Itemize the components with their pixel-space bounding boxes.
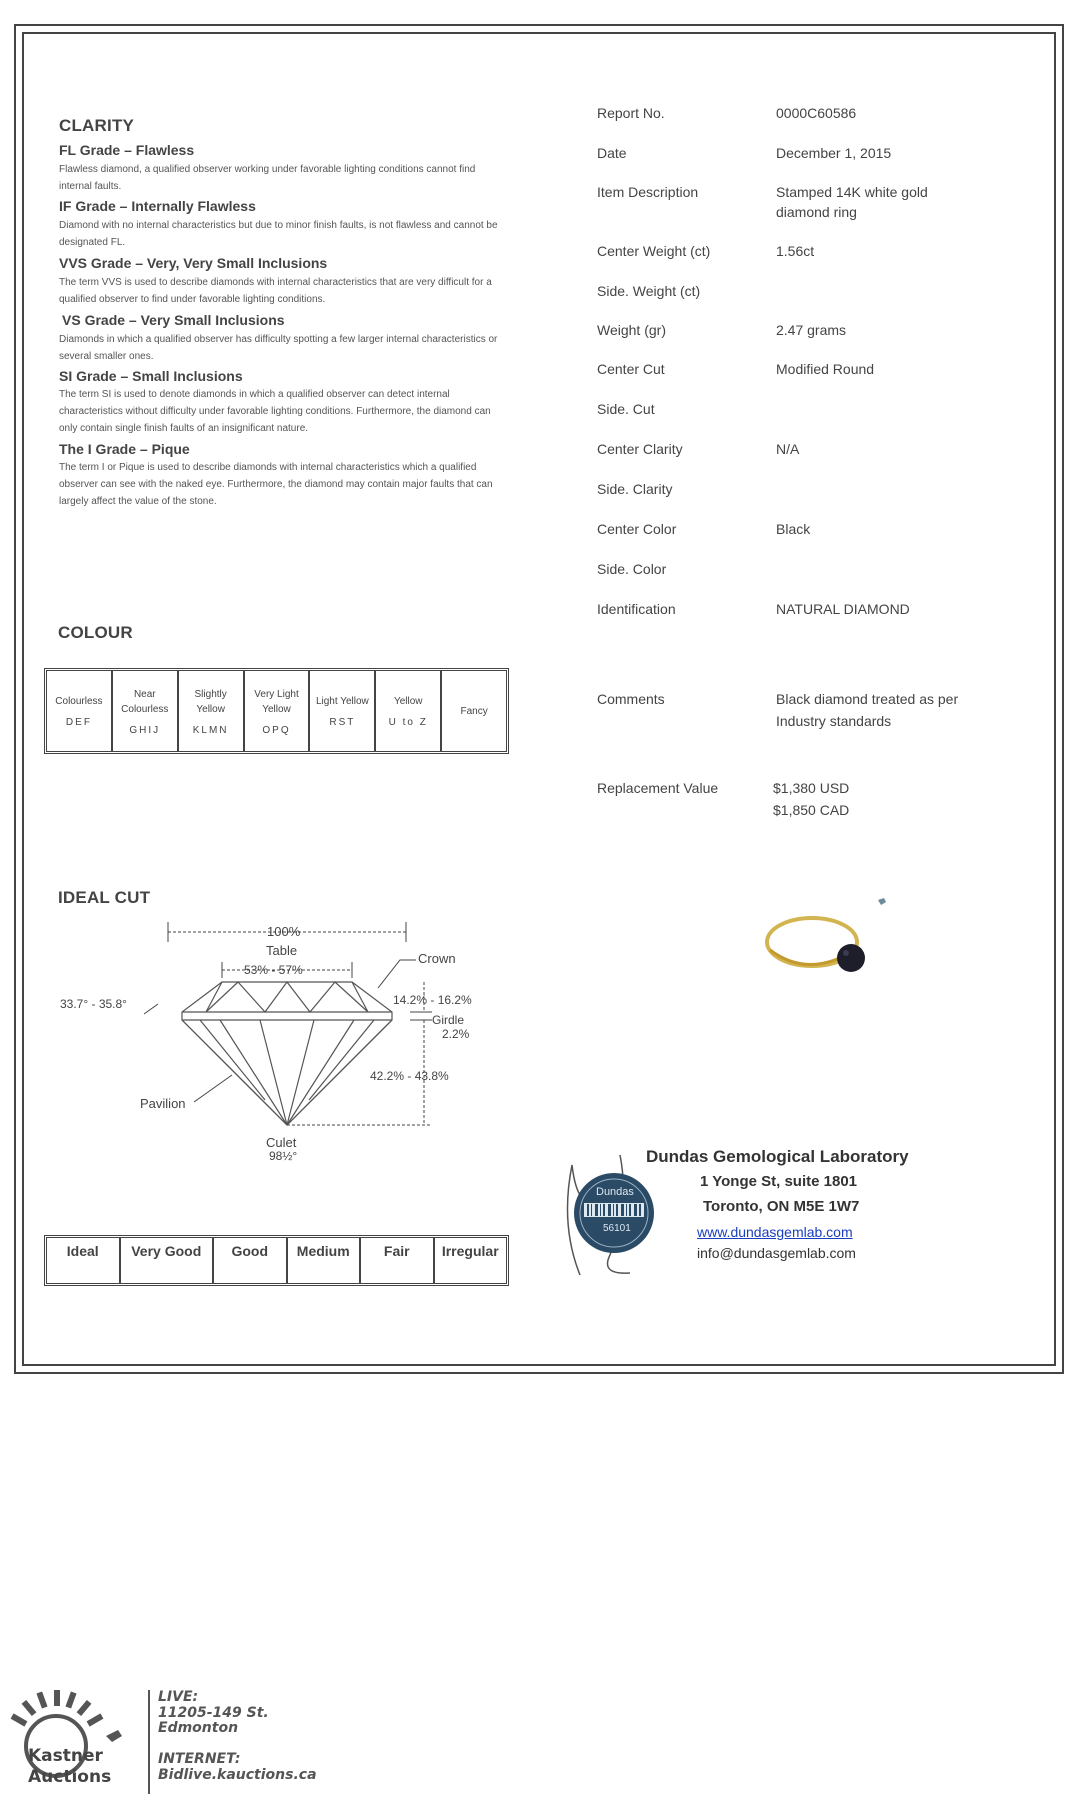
logo-text-top: Kastner bbox=[28, 1746, 103, 1766]
width-pct-label: 100% bbox=[267, 924, 301, 939]
colour-cell-label: Light Yellow bbox=[315, 696, 369, 707]
girdle-value: 2.2% bbox=[442, 1027, 470, 1041]
date-value: December 1, 2015 bbox=[776, 145, 892, 161]
live-address-line2: Edmonton bbox=[158, 1720, 239, 1736]
culet-value: 98½° bbox=[269, 1149, 298, 1163]
date-label: Date bbox=[597, 145, 627, 161]
colour-heading: COLOUR bbox=[58, 623, 133, 642]
crown-height-label: 14.2% - 16.2% bbox=[393, 993, 472, 1007]
diamond-outline bbox=[182, 982, 392, 1125]
colour-cell-slightly-yellow bbox=[179, 671, 245, 751]
replacement-cad-value: $1,850 CAD bbox=[773, 802, 850, 818]
crown-angle-label: 33.7° - 35.8° bbox=[60, 997, 127, 1011]
weight-value: 2.47 grams bbox=[776, 322, 847, 338]
clarity-grade-desc: Flawless diamond, a qualified observer working under favorable lighting conditions cannot find internal faults. bbox=[59, 164, 476, 192]
cut-grade-very-good: Very Good bbox=[121, 1238, 215, 1283]
colour-cell-near-colourless bbox=[113, 671, 179, 751]
cut-grade-fair: Fair bbox=[361, 1238, 435, 1283]
clarity-grade-desc: The term SI is used to denote diamonds in which a qualified observer can detect internal characteristics without difficulty under favorable lighting conditions. Furthermore, the diamond can only contain single finish faults of an insignificant nature. bbox=[59, 389, 491, 434]
comments-label: Comments bbox=[597, 691, 665, 707]
cut-grade-ideal: Ideal bbox=[47, 1238, 121, 1283]
side-clarity-label: Side. Clarity bbox=[597, 481, 673, 497]
internet-url[interactable]: Bidlive.kauctions.ca bbox=[158, 1767, 317, 1783]
crown-angle-marker bbox=[144, 1004, 158, 1014]
colour-cell-label: Fancy bbox=[460, 705, 488, 717]
logo-sunburst bbox=[11, 1690, 104, 1727]
colour-cell-fancy bbox=[442, 671, 506, 751]
center-color-label: Center Color bbox=[597, 521, 677, 537]
diamond-proportions-diagram bbox=[60, 910, 510, 1170]
center-cut-value: Modified Round bbox=[776, 361, 875, 377]
colour-cell-light-yellow bbox=[310, 671, 376, 751]
comments-value: Black diamond treated as per Industry standards bbox=[776, 691, 959, 729]
colour-cell-label: Colourless bbox=[55, 696, 103, 707]
side-cut-label: Side. Cut bbox=[597, 401, 655, 417]
clarity-grade-desc: The term I or Pique is used to describe diamonds with internal characteristics which a qualified observer can see with the naked eye. Furthermore, the diamond may contain major faults that can largely affect the value of the stone. bbox=[59, 462, 493, 507]
pavilion-label: Pavilion bbox=[140, 1096, 186, 1111]
clarity-heading: CLARITY bbox=[59, 116, 135, 135]
item-description-value: Stamped 14K white gold diamond ring bbox=[776, 184, 928, 220]
seal-barcode bbox=[584, 1203, 644, 1217]
colour-cell-code: OPQ bbox=[262, 724, 291, 736]
clarity-grade-title: SI Grade – Small Inclusions bbox=[59, 368, 243, 384]
logo-text-bottom: Auctions bbox=[28, 1767, 112, 1787]
lab-website-link[interactable]: www.dundasgemlab.com bbox=[697, 1224, 853, 1240]
colour-cell-label: Near Colourless bbox=[121, 688, 169, 715]
live-label: LIVE: bbox=[158, 1689, 199, 1705]
girdle-label: Girdle bbox=[432, 1013, 465, 1027]
lab-address-line2: Toronto, ON M5E 1W7 bbox=[703, 1198, 860, 1215]
pavilion-leader-line bbox=[194, 1075, 232, 1102]
table-label: Table bbox=[266, 943, 298, 958]
live-address-line1: 11205-149 St. bbox=[158, 1705, 269, 1721]
colour-cell-code: GHIJ bbox=[129, 724, 161, 736]
side-weight-label: Side. Weight (ct) bbox=[597, 283, 701, 299]
clarity-grade-desc: Diamond with no internal characteristics but due to minor finish faults, is not flawless and cannot be designated FL. bbox=[59, 220, 498, 248]
colour-cell-code: DEF bbox=[65, 717, 92, 728]
lab-seal bbox=[560, 1145, 660, 1285]
center-cut-label: Center Cut bbox=[597, 361, 665, 377]
replacement-usd-value: $1,380 USD bbox=[773, 780, 850, 796]
clarity-grade-title: IF Grade – Internally Flawless bbox=[59, 198, 256, 214]
side-color-label: Side. Color bbox=[597, 561, 667, 577]
lab-email: info@dundasgemlab.com bbox=[697, 1245, 856, 1261]
cut-grade-table bbox=[44, 1235, 509, 1286]
center-weight-value: 1.56ct bbox=[776, 243, 815, 259]
identification-value: NATURAL DIAMOND bbox=[776, 601, 910, 617]
identification-label: Identification bbox=[597, 601, 676, 617]
clarity-grade-title: The I Grade – Pique bbox=[59, 441, 190, 457]
center-clarity-label: Center Clarity bbox=[597, 441, 683, 457]
crown-leader-line bbox=[378, 960, 416, 988]
cut-grade-good: Good bbox=[214, 1238, 288, 1283]
clarity-grade-title: VVS Grade – Very, Very Small Inclusions bbox=[59, 255, 328, 271]
internet-label: INTERNET: bbox=[158, 1751, 241, 1767]
seal-text: Dundas bbox=[596, 1186, 634, 1198]
colour-cell-very-light-yellow bbox=[245, 671, 311, 751]
cut-grade-irregular: Irregular bbox=[441, 1243, 499, 1259]
pavilion-depth-label: 42.2% - 43.8% bbox=[370, 1069, 449, 1083]
colour-cell-yellow bbox=[376, 671, 442, 751]
report-no-label: Report No. bbox=[597, 105, 665, 121]
crown-label: Crown bbox=[418, 951, 456, 966]
kastner-auctions-logo bbox=[6, 1688, 146, 1796]
report-no-value: 0000C60586 bbox=[776, 105, 857, 121]
footer-divider bbox=[148, 1690, 150, 1794]
ring-photo bbox=[750, 890, 910, 1020]
cut-grade-medium: Medium bbox=[288, 1238, 362, 1283]
center-color-value: Black bbox=[776, 521, 811, 537]
clarity-grade-title: VS Grade – Very Small Inclusions bbox=[62, 312, 285, 328]
clarity-grade-title: FL Grade – Flawless bbox=[59, 142, 195, 158]
colour-cell-label: Very Light Yellow bbox=[254, 688, 299, 715]
table-range-label: 53% - 57% bbox=[244, 963, 303, 977]
stone-highlight bbox=[843, 950, 849, 956]
ideal-cut-heading: IDEAL CUT bbox=[58, 888, 151, 907]
replacement-value-label: Replacement Value bbox=[597, 780, 719, 796]
seal-number: 56101 bbox=[603, 1223, 631, 1234]
black-diamond-stone bbox=[837, 944, 865, 972]
lab-address-line1: 1 Yonge St, suite 1801 bbox=[700, 1173, 858, 1190]
weight-label: Weight (gr) bbox=[597, 322, 666, 338]
colour-cell-label: Slightly Yellow bbox=[194, 688, 227, 715]
center-weight-label: Center Weight (ct) bbox=[597, 243, 711, 259]
colour-cell-label: Yellow bbox=[393, 696, 423, 707]
culet-label: Culet bbox=[266, 1135, 297, 1150]
ring-tag bbox=[878, 898, 886, 905]
item-description-label: Item Description bbox=[597, 184, 699, 200]
clarity-grade-desc: The term VVS is used to describe diamonds with internal characteristics that are very difficult for a qualified observer to find under favorable lighting conditions. bbox=[59, 277, 492, 305]
lab-name: Dundas Gemological Laboratory bbox=[646, 1147, 909, 1166]
colour-scale-table bbox=[44, 668, 509, 754]
colour-cell-code: U to Z bbox=[388, 717, 428, 728]
center-clarity-value: N/A bbox=[776, 441, 800, 457]
colour-cell-code: KLMN bbox=[192, 724, 229, 736]
colour-cell-colourless bbox=[47, 671, 113, 751]
colour-cell-code: RST bbox=[329, 717, 356, 728]
gavel-icon bbox=[106, 1730, 122, 1742]
clarity-grade-desc: Diamonds in which a qualified observer has difficulty spotting a few larger internal characteristics or several smaller ones. bbox=[59, 334, 498, 362]
